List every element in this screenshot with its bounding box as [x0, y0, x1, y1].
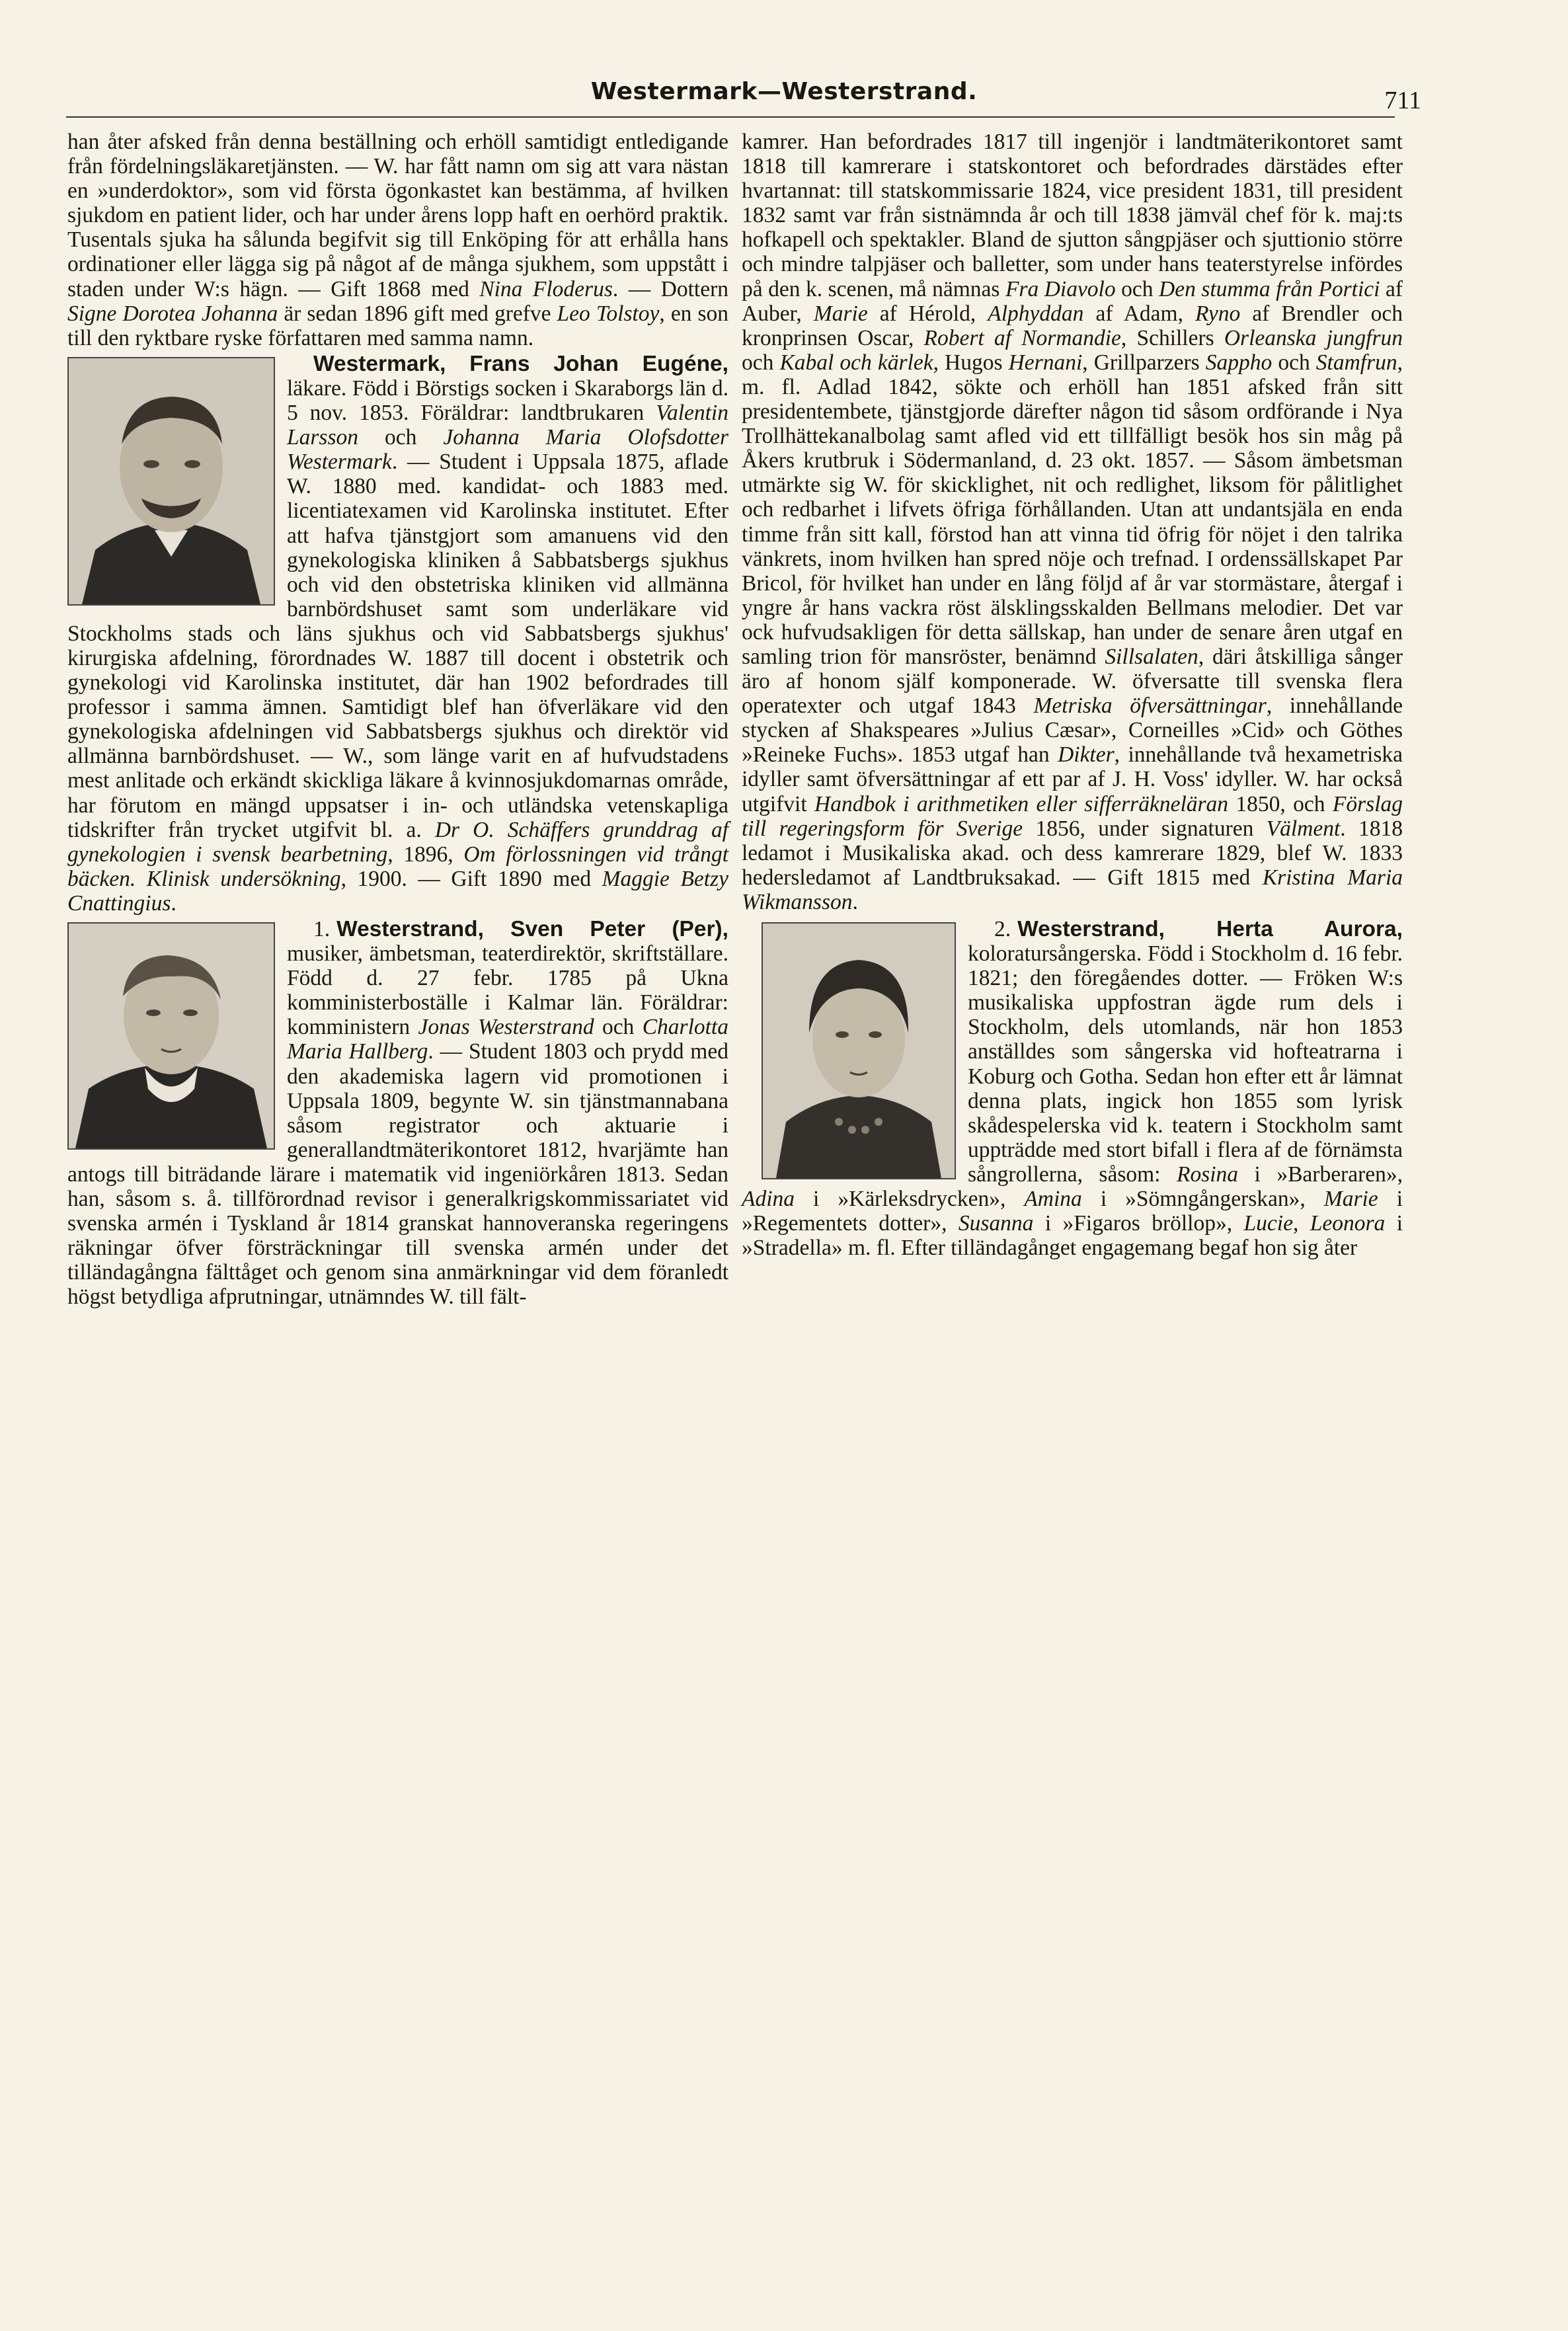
right-column — [742, 130, 1403, 1260]
entry-headword: Westermark, Frans Johan Eugéne, — [313, 351, 728, 376]
paragraph-westerstrand-continuation: kamrer. Han befordrades 1817 till ingenjör i landtmäterikontoret samt 1818 till kamrerare i statskontoret och befordrades därstädes efter hvartannat: till statskommissarie 1824, vice president 1831, till president 1832 samt var från sistnämnda år och till 1838 jämväl chef för k. maj:ts hofkapell och spektakler. Bland de sjutton sångpjäser och sjuttionio större och mindre talpjäser och balletter, som under hans teaterstyrelse infördes på den k. scenen, må nämnas Fra Diavolo och Den stumma från Portici af Auber, Marie af Hérold, Alphyddan af Adam, Ryno af Brendler och kronprinsen Oscar, Robert af Normandie, Schillers Orleanska jungfrun och Kabal och kärlek, Hugos Hernani, Grillparzers Sappho och Stamfrun, m. fl. Adlad 1842, sökte och erhöll han 1851 afsked från sitt presidentembete, tjänstgjorde därefter någon tid såsom ordförande i Nya Trollhättekanalbolag samt afled vid ett tillfälligt besök hos sin måg på Åkers krutbruk i Södermanland, d. 23 okt. 1857. — Såsom ämbetsman utmärkte sig W. för skicklighet, nit och redlighet, liksom för pålitlighet och redbarhet i lifvets öfriga förhållanden. Utan att undantsjäla en enda timme från sitt kall, förstod han att vinna tid öfrig för nöjet i den talrika vänkrets, inom hvilken han spred nöje och trefnad. I ordenssällskapet Par Bricol, för hvilket han under en lång följd af år var stormästare, återgaf i yngre år hans vackra röst älsklingsskalden Bellmans melodier. Det var ock hufvudsakligen för detta sällskap, han under de senare åren utgaf en samling trion för mansröster, benämnd Sillsalaten, däri åtskilliga sånger äro af honom själf komponerade. W. öfversatte till svenska flera operatexter och utgaf 1843 Metriska öfversättningar, innehållande stycken af Shakspeares »Julius Cæsar», Corneilles »Cid» och Göthes »Reineke Fuchs». 1853 utgaf han Dikter, innehållande två hexametriska idyller samt öfversättningar af ett par af J. H. Voss' idyller. W. har också utgifvit Handbok i arithmetiken eller sifferräkneläran 1850, och Förslag till regeringsform för Sverige 1856, under signaturen Välment. 1818 ledamot i Musikaliska akad. och dess kamrerare 1829, blef W. 1833 hedersledamot af Landtbruksakad. — Gift 1815 med Kristina Maria Wikmansson. — [742, 130, 1403, 914]
entry-number: 1. — [313, 917, 331, 941]
portrait-image — [69, 924, 274, 1148]
page-number: 711 — [1384, 87, 1421, 114]
entry-westermark-frans: Westermark, Frans Johan Eugéne, läkare. Född i Börstigs socken i Skaraborgs län d. 5 nov. 1853. Föräldrar: landtbrukaren Valentin Larsson och Johanna Maria Olofsdotter Westermark. — Student i Uppsala 1875, aflade W. 1880 med. kandidat- och 1883 med. licentiatexamen vid Karolinska institutet. Efter att hafva tjänstgjort som amanuens vid den gynekologiska kliniken å Sabbatsbergs sjukhus och vid den obstetriska kliniken vid allmänna barnbördshuset samt som underläkare vid Stockholms stads och läns sjukhus och vid Sabbatsbergs sjukhus' kirurgiska afdelning, förordnades W. 1887 till docent i obstetrik och gynekologi vid Karolinska institutet, där han 1902 befordrades till professor i samma ämnen. Samtidigt blef han öfverläkare vid den gynekologiska afdelningen vid Sabbatsbergs sjukhus och direktör vid allmänna barnbördshuset. — W., som länge varit en af hufvudstadens mest anlitade och erkändt skickliga läkare å kvinnosjukdomarnas område, har förutom en mängd uppsatser i in- och utländska vetenskapliga tidskrifter från trycket utgifvit bl. a. Dr O. Schäffers grunddrag af gynekologien i svensk bearbetning, 1896, Om förlossningen vid trångt bäcken. Klinisk undersökning, 1900. — Gift 1890 med Maggie Betzy Cnattingius. — [67, 351, 729, 916]
header-rule — [66, 116, 1395, 118]
paragraph-westermark-continuation: han åter afsked från denna beställning och erhöll samtidigt entledigande från fördelningsläkaretjänsten. — W. har fått namn om sig att vara nästan en »underdoktor», som vid första ögonkastet kan bestämma, af hvilken sjukdom en patient lider, och har under årens lopp haft en oerhörd praktik. Tusentals sjuka ha sålunda begifvit sig till Enköping för att erhålla hans ordinationer eller lägga sig på något af de många sjukhem, som uppstått i staden under W:s hägn. — Gift 1868 med Nina Floderus. — Dottern Signe Dorotea Johanna är sedan 1896 gift med grefve Leo Tolstoy, en son till den ryktbare ryske författaren med samma namn. — [67, 130, 728, 350]
running-header: Westermark—Westerstrand. — [590, 78, 978, 105]
portrait-frans-westermark — [67, 357, 275, 606]
portrait-image — [69, 358, 274, 604]
entry-headword: Westerstrand, Sven Peter (Per), — [336, 917, 728, 941]
portrait-sven-peter-westerstrand — [67, 922, 275, 1150]
left-column — [67, 130, 728, 1310]
entry-westerstrand-sven-peter: 1. Westerstrand, Sven Peter (Per), musiker, ämbetsman, teaterdirektör, skriftställare. Född d. 27 febr. 1785 på Ukna komministerboställe i Kalmar län. Föräldrar: komministern Jonas Westerstrand och Charlotta Maria Hallberg. — Student 1803 och prydd med den akademiska lagern vid promotionen i Uppsala 1809, begynte W. sin tjänstmannabana såsom registrator och aktuarie i generallandtmäterikontoret 1812, hvarjämte han antogs till biträdande lärare i matematik vid ingeniörkåren 1813. Sedan han, såsom s. å. tillförordnad revisor i generalkrigskommissariatet vid svenska armén i Tyskland år 1814 granskat hannoveranska regeringens räkningar öfver försträckningar till svenska armén under det tilländagångna fälttåget och genom sina anmärkningar vid dem föranledt högst betydliga afprutningar, utnämndes W. till fält- — [67, 917, 728, 1310]
entry-westerstrand-herta: 2. Westerstrand, Herta Aurora, koloratursångerska. Född i Stockholm d. 16 febr. 1821; den föregåendes dotter. — Fröken W:s musikaliska uppfostran ägde rum dels i Stockholm, dels utomlands, när hon 1853 anställdes som sångerska vid hofteatrarna i Koburg och Gotha. Sedan hon efter ett år lämnat denna plats, ingick hon 1855 som lyrisk skådespelerska vid k. teatern i Stockholm samt uppträdde med stort bifall i flera af de förnämsta sångrollerna, såsom: Rosina i »Barberaren», Adina i »Kärleksdrycken», Amina i »Sömngångerskan», Marie i »Regementets dotter», Susanna i »Figaros bröllop», Lucie, Leonora i »Stradella» m. fl. Efter tilländagånget engagemang begaf hon sig åter — [742, 917, 1403, 1261]
entry-headword: Westerstrand, Herta Aurora, — [1017, 917, 1403, 941]
entry-number: 2. — [994, 917, 1011, 941]
portrait-image — [763, 924, 955, 1178]
portrait-herta-westerstrand — [762, 922, 956, 1179]
